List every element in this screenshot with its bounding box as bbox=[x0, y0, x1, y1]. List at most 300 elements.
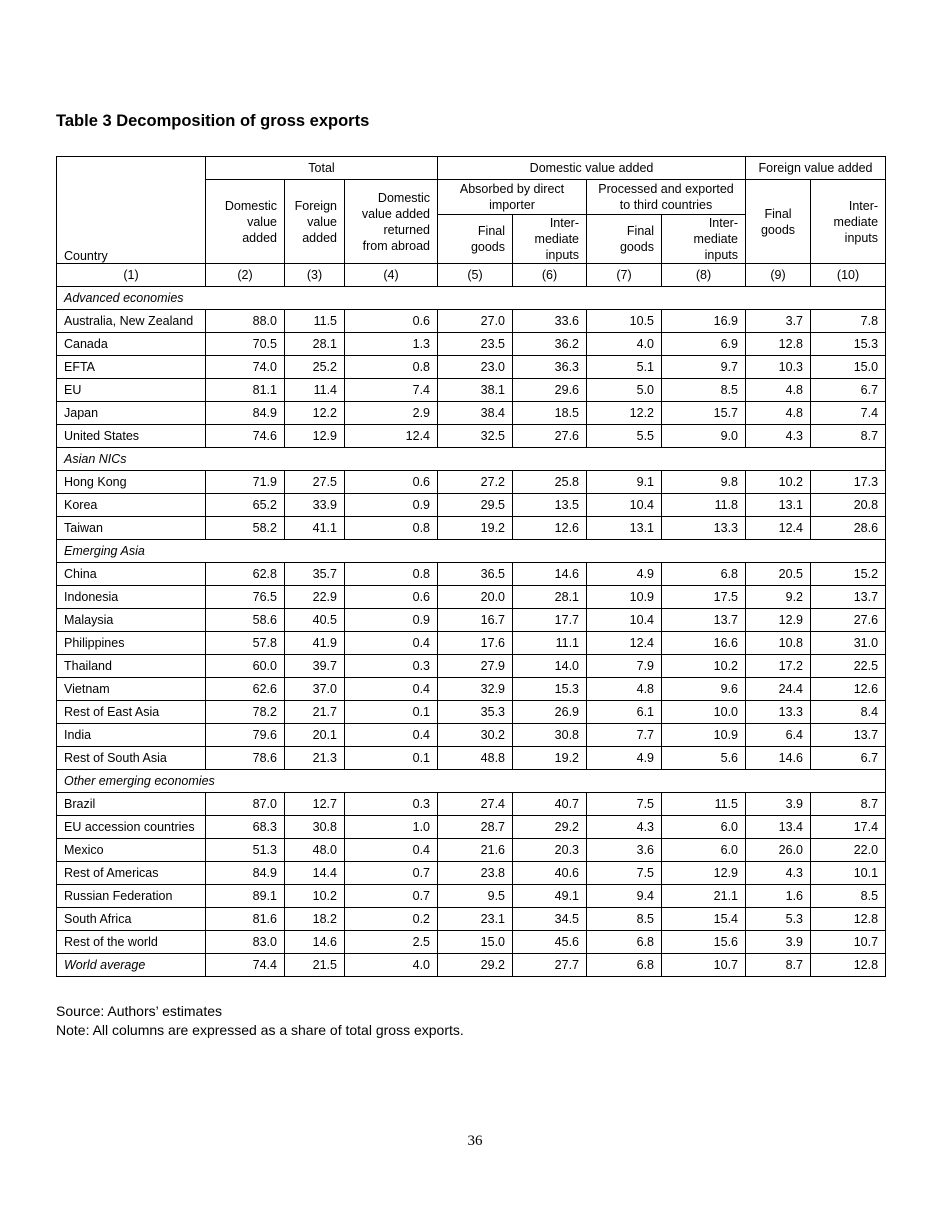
country-name: EFTA bbox=[57, 356, 206, 379]
value-cell: 10.2 bbox=[285, 885, 345, 908]
value-cell: 13.4 bbox=[746, 816, 811, 839]
value-cell: 29.2 bbox=[438, 954, 513, 977]
value-cell: 15.2 bbox=[811, 563, 886, 586]
country-name: Rest of Americas bbox=[57, 862, 206, 885]
column-number: (7) bbox=[587, 264, 662, 287]
value-cell: 5.6 bbox=[662, 747, 746, 770]
value-cell: 6.4 bbox=[746, 724, 811, 747]
value-cell: 12.8 bbox=[811, 908, 886, 931]
value-cell: 25.2 bbox=[285, 356, 345, 379]
header-processed-line2: to third countries bbox=[619, 198, 713, 212]
value-cell: 8.4 bbox=[811, 701, 886, 724]
value-cell: 10.9 bbox=[587, 586, 662, 609]
value-cell: 22.0 bbox=[811, 839, 886, 862]
value-cell: 21.5 bbox=[285, 954, 345, 977]
value-cell: 83.0 bbox=[206, 931, 285, 954]
value-cell: 11.8 bbox=[662, 494, 746, 517]
value-cell: 1.3 bbox=[345, 333, 438, 356]
value-cell: 3.9 bbox=[746, 793, 811, 816]
value-cell: 4.9 bbox=[587, 563, 662, 586]
header-returned-line2: value added bbox=[361, 206, 431, 221]
value-cell: 29.2 bbox=[513, 816, 587, 839]
header-processed bbox=[587, 180, 746, 215]
value-cell: 51.3 bbox=[206, 839, 285, 862]
table-row bbox=[57, 724, 886, 747]
table-row bbox=[57, 655, 886, 678]
value-cell: 7.4 bbox=[811, 402, 886, 425]
value-cell: 12.2 bbox=[587, 402, 662, 425]
value-cell: 35.7 bbox=[285, 563, 345, 586]
value-cell: 10.7 bbox=[662, 954, 746, 977]
column-number: (3) bbox=[285, 264, 345, 287]
value-cell: 15.7 bbox=[662, 402, 746, 425]
table-row bbox=[57, 425, 886, 448]
table-row bbox=[57, 402, 886, 425]
value-cell: 30.8 bbox=[513, 724, 587, 747]
value-cell: 4.0 bbox=[345, 954, 438, 977]
value-cell: 0.4 bbox=[345, 678, 438, 701]
value-cell: 0.9 bbox=[345, 609, 438, 632]
table-row bbox=[57, 931, 886, 954]
value-cell: 13.5 bbox=[513, 494, 587, 517]
value-cell: 9.7 bbox=[662, 356, 746, 379]
value-cell: 26.9 bbox=[513, 701, 587, 724]
country-name: Korea bbox=[57, 494, 206, 517]
value-cell: 23.8 bbox=[438, 862, 513, 885]
value-cell: 28.1 bbox=[285, 333, 345, 356]
value-cell: 65.2 bbox=[206, 494, 285, 517]
value-cell: 27.9 bbox=[438, 655, 513, 678]
value-cell: 5.0 bbox=[587, 379, 662, 402]
value-cell: 13.7 bbox=[811, 586, 886, 609]
value-cell: 12.9 bbox=[285, 425, 345, 448]
table-row bbox=[57, 839, 886, 862]
value-cell: 17.7 bbox=[513, 609, 587, 632]
country-name: World average bbox=[57, 954, 206, 977]
column-number: (10) bbox=[811, 264, 886, 287]
value-cell: 0.4 bbox=[345, 724, 438, 747]
group-name: Advanced economies bbox=[57, 287, 886, 310]
table-row bbox=[57, 586, 886, 609]
column-number: (1) bbox=[57, 264, 206, 287]
value-cell: 9.4 bbox=[587, 885, 662, 908]
table-row bbox=[57, 494, 886, 517]
value-cell: 0.1 bbox=[345, 701, 438, 724]
value-cell: 74.6 bbox=[206, 425, 285, 448]
value-cell: 14.6 bbox=[285, 931, 345, 954]
header-final-line2: goods bbox=[619, 240, 655, 254]
value-cell: 10.5 bbox=[587, 310, 662, 333]
value-cell: 8.5 bbox=[662, 379, 746, 402]
value-cell: 62.8 bbox=[206, 563, 285, 586]
value-cell: 9.8 bbox=[662, 471, 746, 494]
value-cell: 20.0 bbox=[438, 586, 513, 609]
value-cell: 8.7 bbox=[746, 954, 811, 977]
table-row bbox=[57, 471, 886, 494]
header-absorbed-line2: importer bbox=[489, 198, 535, 212]
header-inter-line1: Inter- bbox=[549, 216, 580, 230]
value-cell: 12.4 bbox=[746, 517, 811, 540]
value-cell: 8.5 bbox=[587, 908, 662, 931]
header-dva bbox=[206, 180, 285, 264]
value-cell: 3.7 bbox=[746, 310, 811, 333]
value-cell: 0.9 bbox=[345, 494, 438, 517]
value-cell: 0.3 bbox=[345, 655, 438, 678]
header-fva-line2: value bbox=[307, 214, 337, 229]
value-cell: 28.1 bbox=[513, 586, 587, 609]
value-cell: 88.0 bbox=[206, 310, 285, 333]
header-dva-line3: added bbox=[242, 230, 277, 245]
value-cell: 33.9 bbox=[285, 494, 345, 517]
value-cell: 33.6 bbox=[513, 310, 587, 333]
column-number-row bbox=[57, 264, 886, 287]
value-cell: 13.1 bbox=[587, 517, 662, 540]
header-domestic-value-added: Domestic value added bbox=[438, 157, 746, 180]
header-fva-line3: added bbox=[302, 230, 337, 245]
column-number: (9) bbox=[746, 264, 811, 287]
header-absorbed-final-goods bbox=[438, 215, 513, 264]
value-cell: 6.7 bbox=[811, 379, 886, 402]
header-dva-line2: value bbox=[247, 214, 277, 229]
header-inter-line2: mediate bbox=[693, 232, 739, 246]
value-cell: 27.2 bbox=[438, 471, 513, 494]
value-cell: 58.6 bbox=[206, 609, 285, 632]
value-cell: 21.1 bbox=[662, 885, 746, 908]
table-row bbox=[57, 632, 886, 655]
header-returned-line3: returned bbox=[383, 222, 431, 237]
country-name: Mexico bbox=[57, 839, 206, 862]
value-cell: 28.7 bbox=[438, 816, 513, 839]
value-cell: 4.8 bbox=[746, 402, 811, 425]
value-cell: 81.6 bbox=[206, 908, 285, 931]
value-cell: 9.2 bbox=[746, 586, 811, 609]
value-cell: 38.1 bbox=[438, 379, 513, 402]
value-cell: 6.7 bbox=[811, 747, 886, 770]
value-cell: 9.1 bbox=[587, 471, 662, 494]
value-cell: 41.1 bbox=[285, 517, 345, 540]
value-cell: 48.8 bbox=[438, 747, 513, 770]
value-cell: 10.2 bbox=[662, 655, 746, 678]
table-row bbox=[57, 333, 886, 356]
header-inter-line3: inputs bbox=[704, 248, 739, 262]
value-cell: 17.4 bbox=[811, 816, 886, 839]
header-absorbed-intermediate-inputs bbox=[513, 215, 587, 264]
value-cell: 1.0 bbox=[345, 816, 438, 839]
value-cell: 34.5 bbox=[513, 908, 587, 931]
value-cell: 13.7 bbox=[811, 724, 886, 747]
value-cell: 71.9 bbox=[206, 471, 285, 494]
group-row bbox=[57, 448, 886, 471]
header-fva bbox=[285, 180, 345, 264]
value-cell: 10.1 bbox=[811, 862, 886, 885]
column-number: (6) bbox=[513, 264, 587, 287]
header-inter-line1: Inter- bbox=[848, 198, 879, 213]
value-cell: 20.1 bbox=[285, 724, 345, 747]
country-name: Rest of South Asia bbox=[57, 747, 206, 770]
table-row bbox=[57, 379, 886, 402]
header-processed-final-goods bbox=[587, 215, 662, 264]
value-cell: 25.8 bbox=[513, 471, 587, 494]
value-cell: 14.6 bbox=[746, 747, 811, 770]
value-cell: 32.9 bbox=[438, 678, 513, 701]
table-row bbox=[57, 563, 886, 586]
value-cell: 45.6 bbox=[513, 931, 587, 954]
value-cell: 2.5 bbox=[345, 931, 438, 954]
country-name: Taiwan bbox=[57, 517, 206, 540]
table-row bbox=[57, 747, 886, 770]
value-cell: 16.7 bbox=[438, 609, 513, 632]
value-cell: 10.4 bbox=[587, 609, 662, 632]
table-row bbox=[57, 793, 886, 816]
value-cell: 10.9 bbox=[662, 724, 746, 747]
column-number: (8) bbox=[662, 264, 746, 287]
value-cell: 60.0 bbox=[206, 655, 285, 678]
header-fva-intermediate-inputs bbox=[811, 180, 886, 264]
country-name: Rest of East Asia bbox=[57, 701, 206, 724]
value-cell: 27.5 bbox=[285, 471, 345, 494]
value-cell: 0.8 bbox=[345, 517, 438, 540]
value-cell: 35.3 bbox=[438, 701, 513, 724]
value-cell: 21.6 bbox=[438, 839, 513, 862]
world-average-row bbox=[57, 954, 886, 977]
value-cell: 7.8 bbox=[811, 310, 886, 333]
value-cell: 74.0 bbox=[206, 356, 285, 379]
value-cell: 13.3 bbox=[662, 517, 746, 540]
value-cell: 68.3 bbox=[206, 816, 285, 839]
value-cell: 23.5 bbox=[438, 333, 513, 356]
group-name: Emerging Asia bbox=[57, 540, 886, 563]
header-final-line1: Final bbox=[477, 224, 506, 238]
value-cell: 20.8 bbox=[811, 494, 886, 517]
value-cell: 36.5 bbox=[438, 563, 513, 586]
value-cell: 3.6 bbox=[587, 839, 662, 862]
header-returned-line1: Domestic bbox=[377, 190, 431, 205]
value-cell: 21.7 bbox=[285, 701, 345, 724]
value-cell: 18.5 bbox=[513, 402, 587, 425]
table-row bbox=[57, 701, 886, 724]
value-cell: 19.2 bbox=[438, 517, 513, 540]
header-inter-line3: inputs bbox=[545, 248, 580, 262]
table-row bbox=[57, 885, 886, 908]
value-cell: 0.7 bbox=[345, 885, 438, 908]
header-final-line2: goods bbox=[760, 222, 796, 237]
value-cell: 12.9 bbox=[746, 609, 811, 632]
page-number: 36 bbox=[467, 1133, 483, 1149]
value-cell: 11.5 bbox=[662, 793, 746, 816]
value-cell: 0.6 bbox=[345, 310, 438, 333]
value-cell: 0.2 bbox=[345, 908, 438, 931]
header-country: Country bbox=[57, 157, 206, 264]
value-cell: 16.6 bbox=[662, 632, 746, 655]
value-cell: 87.0 bbox=[206, 793, 285, 816]
group-name: Other emerging economies bbox=[57, 770, 886, 793]
value-cell: 10.4 bbox=[587, 494, 662, 517]
value-cell: 16.9 bbox=[662, 310, 746, 333]
source-text: Source: Authors’ estimates bbox=[56, 1003, 223, 1019]
value-cell: 40.6 bbox=[513, 862, 587, 885]
value-cell: 74.4 bbox=[206, 954, 285, 977]
value-cell: 17.5 bbox=[662, 586, 746, 609]
value-cell: 15.3 bbox=[811, 333, 886, 356]
country-name: EU accession countries bbox=[57, 816, 206, 839]
country-name: EU bbox=[57, 379, 206, 402]
value-cell: 13.1 bbox=[746, 494, 811, 517]
value-cell: 0.7 bbox=[345, 862, 438, 885]
value-cell: 81.1 bbox=[206, 379, 285, 402]
value-cell: 6.0 bbox=[662, 839, 746, 862]
value-cell: 17.2 bbox=[746, 655, 811, 678]
value-cell: 39.7 bbox=[285, 655, 345, 678]
value-cell: 76.5 bbox=[206, 586, 285, 609]
value-cell: 15.0 bbox=[811, 356, 886, 379]
country-name: Thailand bbox=[57, 655, 206, 678]
header-absorbed bbox=[438, 180, 587, 215]
table-row bbox=[57, 816, 886, 839]
table-title: Table 3 Decomposition of gross exports bbox=[56, 112, 370, 130]
header-inter-line1: Inter- bbox=[708, 216, 739, 230]
value-cell: 0.1 bbox=[345, 747, 438, 770]
value-cell: 41.9 bbox=[285, 632, 345, 655]
value-cell: 9.0 bbox=[662, 425, 746, 448]
value-cell: 12.2 bbox=[285, 402, 345, 425]
value-cell: 12.4 bbox=[587, 632, 662, 655]
header-returned-line4: from abroad bbox=[362, 238, 431, 253]
value-cell: 58.2 bbox=[206, 517, 285, 540]
value-cell: 29.5 bbox=[438, 494, 513, 517]
value-cell: 5.5 bbox=[587, 425, 662, 448]
value-cell: 27.6 bbox=[513, 425, 587, 448]
value-cell: 6.1 bbox=[587, 701, 662, 724]
value-cell: 13.3 bbox=[746, 701, 811, 724]
value-cell: 84.9 bbox=[206, 862, 285, 885]
header-inter-line2: mediate bbox=[833, 214, 879, 229]
header-processed-intermediate-inputs bbox=[662, 215, 746, 264]
value-cell: 5.3 bbox=[746, 908, 811, 931]
value-cell: 38.4 bbox=[438, 402, 513, 425]
value-cell: 32.5 bbox=[438, 425, 513, 448]
header-final-line1: Final bbox=[626, 224, 655, 238]
country-name: Canada bbox=[57, 333, 206, 356]
value-cell: 84.9 bbox=[206, 402, 285, 425]
country-name: Rest of the world bbox=[57, 931, 206, 954]
country-name: Malaysia bbox=[57, 609, 206, 632]
value-cell: 4.3 bbox=[746, 862, 811, 885]
value-cell: 11.5 bbox=[285, 310, 345, 333]
country-name: United States bbox=[57, 425, 206, 448]
country-name: Hong Kong bbox=[57, 471, 206, 494]
value-cell: 7.5 bbox=[587, 793, 662, 816]
value-cell: 4.3 bbox=[587, 816, 662, 839]
value-cell: 4.3 bbox=[746, 425, 811, 448]
value-cell: 7.9 bbox=[587, 655, 662, 678]
value-cell: 12.7 bbox=[285, 793, 345, 816]
table-row bbox=[57, 862, 886, 885]
value-cell: 21.3 bbox=[285, 747, 345, 770]
value-cell: 62.6 bbox=[206, 678, 285, 701]
value-cell: 9.6 bbox=[662, 678, 746, 701]
group-name: Asian NICs bbox=[57, 448, 886, 471]
header-foreign-value-added: Foreign value added bbox=[746, 157, 886, 180]
value-cell: 26.0 bbox=[746, 839, 811, 862]
value-cell: 14.0 bbox=[513, 655, 587, 678]
value-cell: 12.6 bbox=[811, 678, 886, 701]
value-cell: 15.4 bbox=[662, 908, 746, 931]
value-cell: 7.4 bbox=[345, 379, 438, 402]
group-row bbox=[57, 770, 886, 793]
value-cell: 11.1 bbox=[513, 632, 587, 655]
value-cell: 23.1 bbox=[438, 908, 513, 931]
value-cell: 27.4 bbox=[438, 793, 513, 816]
header-dva-line1: Domestic bbox=[224, 198, 277, 213]
country-name: Russian Federation bbox=[57, 885, 206, 908]
header-row-1 bbox=[57, 157, 886, 180]
header-fva-final-goods bbox=[746, 180, 811, 264]
value-cell: 0.3 bbox=[345, 793, 438, 816]
table-row bbox=[57, 678, 886, 701]
value-cell: 36.3 bbox=[513, 356, 587, 379]
value-cell: 36.2 bbox=[513, 333, 587, 356]
header-absorbed-line1: Absorbed by direct bbox=[459, 182, 565, 196]
table-row bbox=[57, 517, 886, 540]
header-processed-line1: Processed and exported bbox=[598, 182, 734, 196]
value-cell: 0.4 bbox=[345, 632, 438, 655]
value-cell: 3.9 bbox=[746, 931, 811, 954]
value-cell: 18.2 bbox=[285, 908, 345, 931]
header-inter-line2: mediate bbox=[534, 232, 580, 246]
value-cell: 9.5 bbox=[438, 885, 513, 908]
value-cell: 78.6 bbox=[206, 747, 285, 770]
value-cell: 48.0 bbox=[285, 839, 345, 862]
value-cell: 13.7 bbox=[662, 609, 746, 632]
note-text: Note: All columns are expressed as a share of total gross exports. bbox=[56, 1022, 464, 1038]
value-cell: 15.3 bbox=[513, 678, 587, 701]
group-row bbox=[57, 287, 886, 310]
country-name: Vietnam bbox=[57, 678, 206, 701]
value-cell: 28.6 bbox=[811, 517, 886, 540]
value-cell: 12.8 bbox=[746, 333, 811, 356]
value-cell: 6.8 bbox=[587, 954, 662, 977]
value-cell: 12.8 bbox=[811, 954, 886, 977]
value-cell: 8.5 bbox=[811, 885, 886, 908]
group-row bbox=[57, 540, 886, 563]
value-cell: 6.8 bbox=[587, 931, 662, 954]
value-cell: 1.6 bbox=[746, 885, 811, 908]
value-cell: 10.0 bbox=[662, 701, 746, 724]
column-number: (5) bbox=[438, 264, 513, 287]
value-cell: 4.8 bbox=[746, 379, 811, 402]
table-row bbox=[57, 908, 886, 931]
value-cell: 6.8 bbox=[662, 563, 746, 586]
country-name: Australia, New Zealand bbox=[57, 310, 206, 333]
value-cell: 6.0 bbox=[662, 816, 746, 839]
value-cell: 14.4 bbox=[285, 862, 345, 885]
value-cell: 23.0 bbox=[438, 356, 513, 379]
value-cell: 12.4 bbox=[345, 425, 438, 448]
value-cell: 10.3 bbox=[746, 356, 811, 379]
country-name: Japan bbox=[57, 402, 206, 425]
header-final-line1: Final bbox=[764, 206, 792, 221]
value-cell: 40.7 bbox=[513, 793, 587, 816]
country-name: India bbox=[57, 724, 206, 747]
header-returned bbox=[345, 180, 438, 264]
source-note bbox=[56, 1002, 464, 1040]
value-cell: 12.9 bbox=[662, 862, 746, 885]
country-name: China bbox=[57, 563, 206, 586]
value-cell: 19.2 bbox=[513, 747, 587, 770]
column-number: (2) bbox=[206, 264, 285, 287]
column-number: (4) bbox=[345, 264, 438, 287]
country-name: Philippines bbox=[57, 632, 206, 655]
